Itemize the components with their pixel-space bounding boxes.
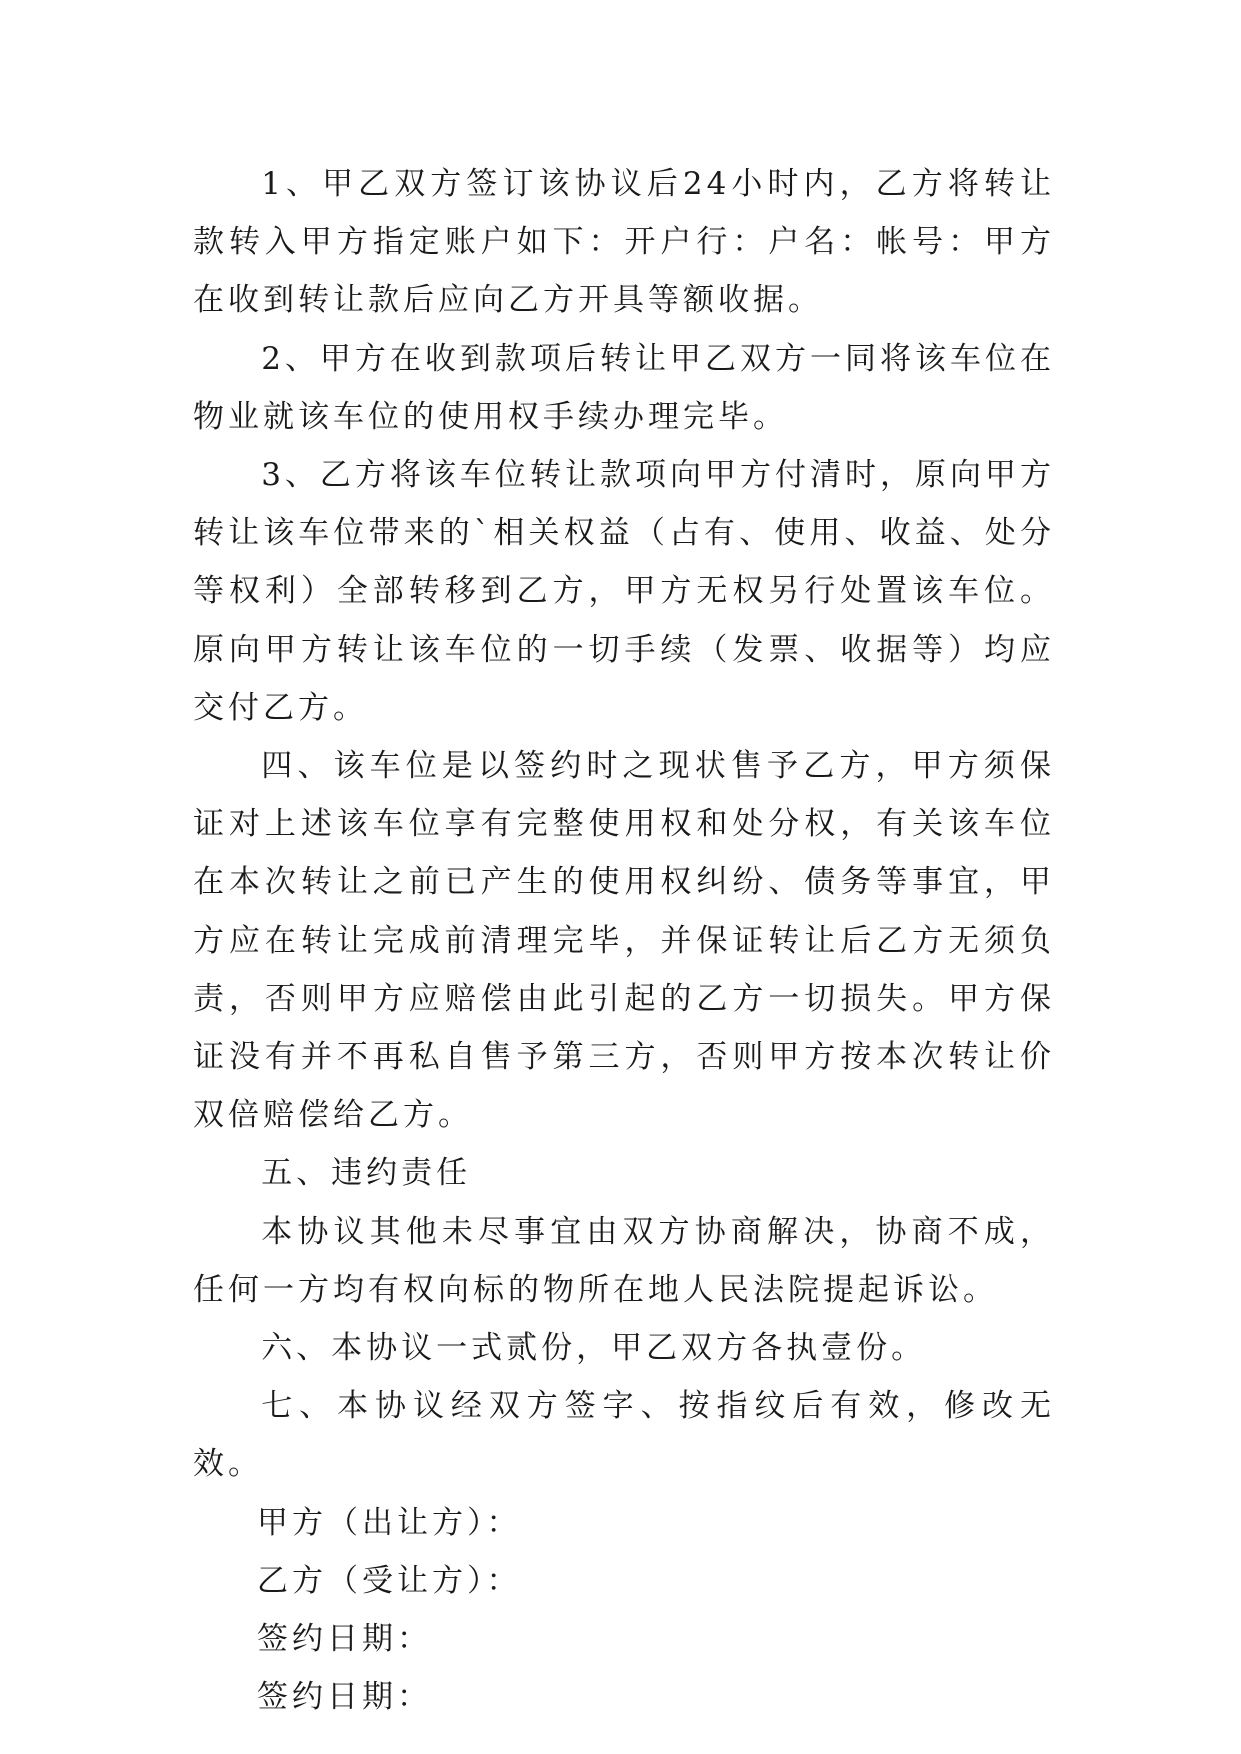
clause-4-guarantee: 四、该车位是以签约时之现状售予乙方，甲方须保证对上述该车位享有完整使用权和处分权，有关该车位在本次转让之前已产生的使用权纠纷、债务等事宜，甲方应在转让完成前清理完毕，并保证转让后乙方无须负责，否则甲方应赔偿由此引起的乙方一切损失。甲方保证没有并不再私自售予第三方，否则甲方按本次转让价双倍赔偿给乙方。 xyxy=(193,748,1055,1134)
document-body xyxy=(193,155,1055,1726)
clause-1-payment: 1、甲乙双方签订该协议后24小时内，乙方将转让款转入甲方指定账户如下：开户行：户名：帐号：甲方在收到转让款后应向乙方开具等额收据。 xyxy=(193,166,1055,319)
signing-date-line-2: 签约日期： xyxy=(257,1679,432,1716)
clause-2-transfer-procedure: 2、甲方在收到款项后转让甲乙双方一同将该车位在物业就该车位的使用权手续办理完毕。 xyxy=(193,340,1055,435)
party-b-signature-line: 乙方（受让方）： xyxy=(257,1562,522,1599)
party-a-signature-line: 甲方（出让方）： xyxy=(257,1504,522,1541)
clause-5-heading: 五、违约责任 xyxy=(261,1155,472,1192)
clause-7-validity: 七、本协议经双方签字、按指纹后有效，修改无效。 xyxy=(193,1388,1055,1483)
clause-3-rights-transfer: 3、乙方将该车位转让款项向甲方付清时，原向甲方转让该车位带来的`相关权益（占有、使用、收益、处分等权利）全部转移到乙方，甲方无权另行处置该车位。原向甲方转让该车位的一切手续（发票、收据等）均应交付乙方。 xyxy=(193,457,1055,726)
clause-5-dispute: 本协议其他未尽事宜由双方协商解决，协商不成，任何一方均有权向标的物所在地人民法院提起诉讼。 xyxy=(193,1213,1055,1308)
clause-6-copies: 六、本协议一式贰份，甲乙双方各执壹份。 xyxy=(261,1330,927,1367)
signing-date-line: 签约日期： xyxy=(257,1621,432,1658)
